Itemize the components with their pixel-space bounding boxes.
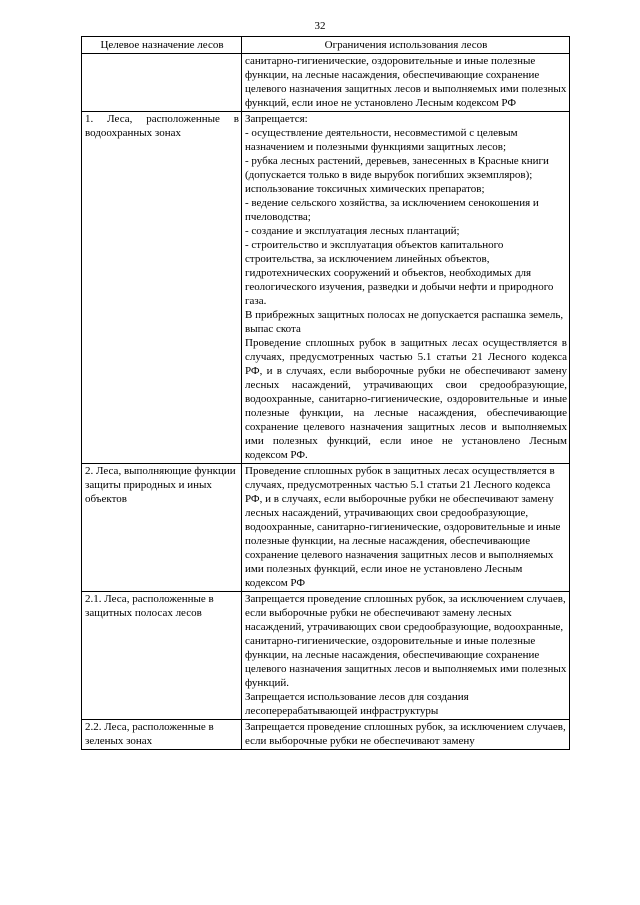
- restriction-paragraph: Запрещается проведение сплошных рубок, за исключением случаев, если выборочные рубки не обеспечивают замену: [245, 721, 566, 747]
- row-purpose: [82, 54, 242, 112]
- row-restrictions: [242, 54, 570, 112]
- table-row: [82, 112, 570, 464]
- restriction-paragraph: - строительство и эксплуатация объектов капитального строительства, за исключением линейных объектов, гидротехнических сооружений и объектов, необходимых для геологического изучения, разведки и добычи нефти и природного газа.: [245, 239, 554, 307]
- restriction-paragraph: Проведение сплошных рубок в защитных лесах осуществляется в случаях, предусмотренных частью 5.1 статьи 21 Лесного кодекса РФ, и в случаях, если выборочные рубки не обеспечивают замену лесных насаждений, утрачивающих свои средообразующие, водоохранные, санитарно-гигиенические, оздоровительные и иные полезные функции, на лесные насаждения, обеспечивающие сохранение целевого назначения защитных лесов и выполняемых ими полезных функций, если иное не установлено Лесным кодексом РФ: [245, 465, 561, 589]
- table-row: [82, 592, 570, 720]
- restriction-paragraph: использование токсичных химических препаратов;: [245, 183, 485, 195]
- header-restrictions: Ограничения использования лесов: [242, 37, 570, 54]
- restriction-paragraph: - создание и эксплуатация лесных плантаций;: [245, 225, 460, 237]
- row-purpose: 2.1. Леса, расположенные в защитных полосах лесов: [82, 592, 242, 720]
- restriction-paragraph: - рубка лесных растений, деревьев, занесенных в Красные книги (допускается только в виде вырубок погибших экземпляров);: [245, 155, 549, 181]
- restriction-paragraph: Проведение сплошных рубок в защитных лесах осуществляется в случаях, предусмотренных частью 5.1 статьи 21 Лесного кодекса РФ, и в случаях, если выборочные рубки не обеспечивают замену лесных насаждений, утрачивающих свои средообразующие, водоохранные, санитарно-гигиенические, оздоровительные и иные полезные функции, на лесные насаждения, обеспечивающие сохранение целевого назначения защитных лесов и выполняемых ими полезных функций, если иное не установлено Лесным кодексом РФ.: [245, 337, 567, 461]
- table-header-row: [82, 37, 570, 54]
- table-row: [82, 54, 570, 112]
- row-restrictions: [242, 592, 570, 720]
- row-restrictions: [242, 112, 570, 464]
- restriction-paragraph: Запрещается:: [245, 113, 308, 125]
- page-number: 32: [314, 20, 326, 32]
- header-purpose: Целевое назначение лесов: [82, 37, 242, 54]
- row-purpose: 2. Леса, выполняющие функции защиты природных и иных объектов: [82, 464, 242, 592]
- row-purpose: 1. Леса, расположенные в водоохранных зонах: [82, 112, 242, 464]
- row-restrictions: [242, 720, 570, 750]
- restriction-paragraph: В прибрежных защитных полосах не допускается распашка земель, выпас скота: [245, 309, 564, 335]
- restriction-paragraph: - осуществление деятельности, несовместимой с целевым назначением и полезными функциями защитных лесов;: [245, 127, 518, 153]
- forest-restrictions-table: [81, 36, 570, 750]
- restriction-paragraph: - ведение сельского хозяйства, за исключением сенокошения и пчеловодства;: [245, 197, 539, 223]
- restriction-paragraph: Запрещается использование лесов для создания лесоперерабатывающей инфраструктуры: [245, 691, 469, 717]
- row-purpose: 2.2. Леса, расположенные в зеленых зонах: [82, 720, 242, 750]
- row-restrictions: [242, 464, 570, 592]
- table-row: [82, 720, 570, 750]
- restriction-paragraph: Запрещается проведение сплошных рубок, за исключением случаев, если выборочные рубки не обеспечивают замену лесных насаждений, утрачивающих свои средообразующие, водоохранные, санитарно-гигиенические, оздоровительные и иные полезные функции, на лесные насаждения, обеспечивающие сохранение целевого назначения защитных лесов и выполняемых ими полезных функций.: [245, 593, 567, 689]
- restriction-paragraph: санитарно-гигиенические, оздоровительные и иные полезные функции, на лесные насаждения, обеспечивающие сохранение целевого назначения защитных лесов и выполняемых ими полезных функций, если иное не установлено Лесным кодексом РФ: [245, 55, 567, 109]
- table-row: [82, 464, 570, 592]
